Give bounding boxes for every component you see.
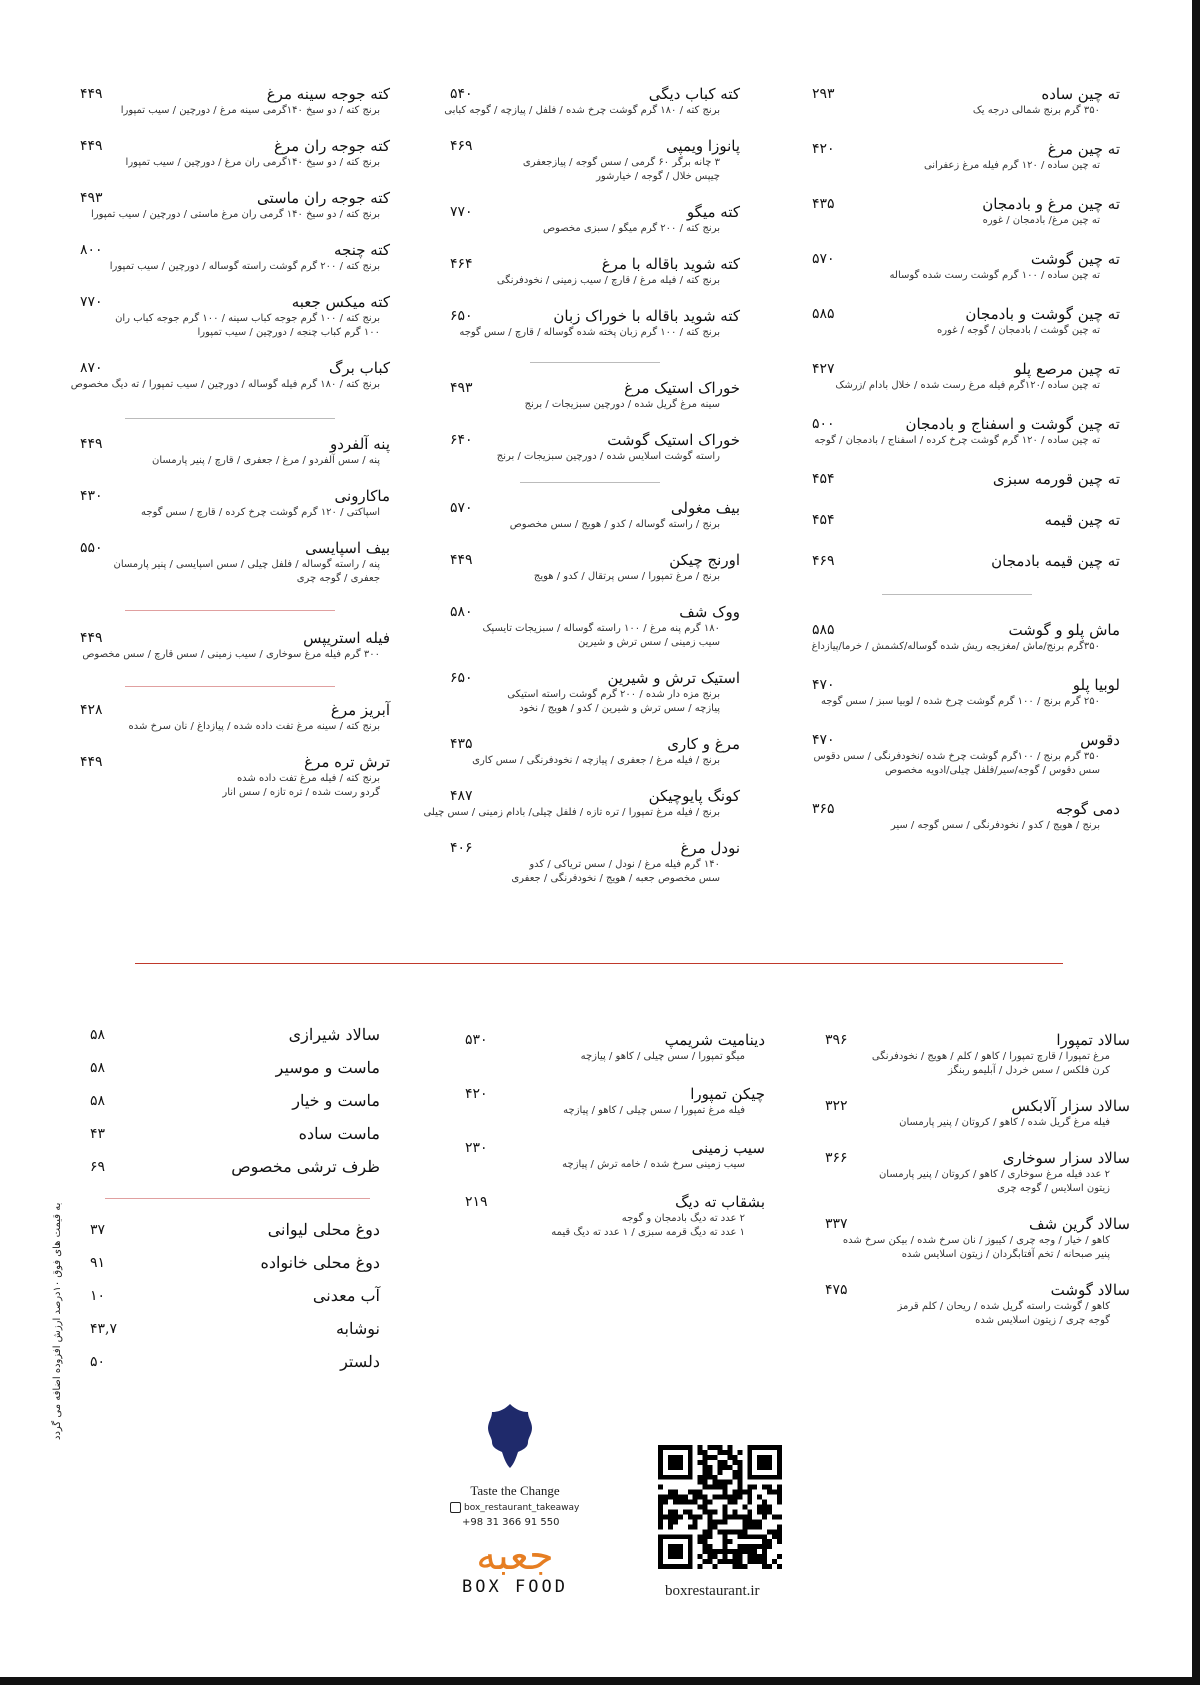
menu-item-name: لوبیا پلو [1072, 676, 1120, 694]
menu-item-description: ته چین ساده / ۱۲۰ گرم گوشت چرخ کرده / اسفناج / بادمجان / گوجه [814, 435, 1100, 446]
menu-item-description: ته چین گوشت / بادمجان / گوجه / غوره [936, 325, 1100, 336]
section-divider-line [135, 963, 1063, 964]
brand-name-persian: جعبه [476, 1533, 554, 1579]
menu-item-price: ۵۷۰ [450, 500, 473, 516]
menu-item-name: پنه آلفردو [329, 435, 390, 453]
menu-item [812, 469, 1120, 489]
menu-item [80, 188, 390, 222]
menu-item-description: گردو رست شده / تره تازه / سس انار [222, 787, 380, 798]
menu-item-description: ۱ عدد ته دیگ قرمه سبزی / ۱ عدد ته دیگ قیمه [551, 1227, 745, 1238]
menu-item-description: جعفری / گوجه چری [296, 573, 380, 584]
menu-item-description: برنج / هویج / کدو / نخودفرنگی / سس گوجه / سیر [890, 820, 1100, 831]
menu-item-price: ۴۴۹ [80, 754, 103, 770]
menu-item-name: ظرف ترشی مخصوص [231, 1157, 380, 1176]
menu-item-name: بشقاب ته دیگ [675, 1193, 765, 1211]
menu-item-description: برنج کته / دو سیخ ۱۴۰گرمی ران مرغ / دورچین / سیب تمپورا [125, 157, 380, 168]
phone-number[interactable]: +98 31 366 91 550 [462, 1517, 560, 1528]
menu-item-name: مرغ و کاری [667, 735, 740, 753]
menu-item-description: فیله مرغ تمپورا / سس چیلی / کاهو / پیازچه [563, 1105, 745, 1116]
menu-item-price: ۴۴۹ [80, 630, 103, 646]
menu-item-price: ۴۷۰ [812, 732, 835, 748]
column-appetizers [465, 1030, 765, 1260]
side-dish-item [90, 1124, 390, 1144]
menu-item-price: ۵۳۰ [465, 1032, 488, 1048]
menu-item-name: ترش تره مرغ [304, 753, 390, 771]
menu-item-name: سالاد گرین شف [1028, 1215, 1130, 1233]
menu-item-name: ته چین مرغ [1047, 140, 1120, 158]
menu-item-price: ۵۷۰ [812, 251, 835, 267]
menu-item-name: کباب برگ [328, 359, 390, 377]
menu-item-description: برنج کته / ۲۰۰ گرم گوشت راسته گوساله / دورچین / سیب تمپورا [109, 261, 380, 272]
menu-item-price: ۴۲۷ [812, 361, 835, 377]
menu-item-description: زیتون اسلایس / گوجه چری [997, 1183, 1110, 1194]
menu-item-description: سیب زمینی / سس ترش و شیرین [578, 637, 720, 648]
menu-item-description: پنیر صبحانه / تخم آفتابگردان / زیتون اسلایس شده [901, 1249, 1110, 1260]
menu-item-name: سالاد شیرازی [288, 1025, 380, 1044]
menu-item-description: ۳۰۰ گرم فیله مرغ سوخاری / سیب زمینی / سس قارچ / سس مخصوص [82, 649, 380, 660]
menu-item-name: بیف اسپایسی [305, 539, 390, 557]
menu-item-price: ۶۵۰ [450, 308, 473, 324]
menu-item-name: ماست و موسیر [275, 1058, 380, 1077]
menu-item-name: کته جوجه ران مرغ [273, 137, 390, 155]
column-tahchin [812, 84, 1120, 864]
menu-item [465, 1138, 765, 1172]
menu-item [812, 414, 1120, 448]
menu-item-price: ۴۷۰ [812, 677, 835, 693]
menu-item-price: ۶۹ [90, 1159, 106, 1175]
menu-item-name: ماش پلو و گوشت [1008, 621, 1120, 639]
menu-item-name: نودل مرغ [680, 839, 740, 857]
menu-item-name: آب معدنی [312, 1286, 380, 1305]
menu-item-name: سالاد گوشت [1050, 1281, 1130, 1299]
menu-item-price: ۵۸۵ [812, 622, 835, 638]
menu-item-price: ۴۴۹ [450, 552, 473, 568]
menu-item [812, 194, 1120, 228]
menu-item-description: سس مخصوص جعبه / هویج / نخودفرنگی / جعفری [511, 873, 720, 884]
menu-item-price: ۷۷۰ [450, 204, 473, 220]
menu-item-name: ته چین قورمه سبزی [992, 470, 1120, 488]
menu-item-name: ته چین مرصع پلو [1014, 360, 1120, 378]
website-link[interactable]: boxrestaurant.ir [665, 1583, 760, 1599]
menu-item-price: ۵۰ [90, 1354, 106, 1370]
qr-code-icon[interactable] [658, 1445, 782, 1569]
menu-item [444, 84, 740, 118]
menu-item-description: برنج کته / سینه مرغ تفت داده شده / پیازداغ / نان سرخ شده [128, 721, 380, 732]
menu-item [825, 1148, 1130, 1196]
menu-item-description: برنج کته / فیله مرغ / قارچ / سیب زمینی / نخودفرنگی [496, 275, 720, 286]
drink-item [90, 1220, 390, 1240]
menu-item-name: ته چین قیمه [1044, 511, 1120, 529]
menu-item [812, 551, 1120, 571]
menu-item-description: برنج کته / ۱۰۰ گرم زبان پخته شده گوساله / قارچ / سس گوجه [459, 327, 720, 338]
menu-item [450, 430, 740, 464]
menu-item [80, 240, 390, 274]
menu-item [450, 550, 740, 584]
menu-item-name: کته میکس جعبه [291, 293, 390, 311]
menu-item [80, 628, 390, 662]
menu-item [80, 434, 390, 468]
menu-item-price: ۴۵۴ [812, 471, 835, 487]
menu-item-description: ۱۰۰ گرم کباب چنجه / دورچین / سیب تمپورا [197, 327, 380, 338]
column-salads [825, 1030, 1130, 1370]
menu-item-description: برنج کته / ۱۸۰ گرم فیله گوساله / دورچین / سیب تمپورا / ته دیگ مخصوص [70, 379, 380, 390]
menu-item [812, 730, 1120, 778]
menu-item [812, 139, 1120, 173]
menu-item [450, 202, 740, 236]
menu-item [80, 84, 390, 118]
menu-item-description: کاهو / خیار / وجه چری / کیبوز / نان سرخ شده / بیکن سرخ شده [842, 1235, 1110, 1246]
menu-item [80, 486, 390, 520]
menu-item-price: ۹۱ [90, 1255, 106, 1271]
menu-item-price: ۴۳۵ [450, 736, 473, 752]
menu-item-name: ته چین گوشت [1030, 250, 1120, 268]
menu-item-price: ۳۶۶ [825, 1150, 848, 1166]
menu-item-name: کته شوید باقاله با خوراک زبان [553, 307, 740, 325]
menu-item-price: ۴۷۵ [825, 1282, 848, 1298]
menu-item [450, 306, 740, 340]
drink-item [90, 1286, 390, 1306]
menu-item-description: ته چین مرغ/ بادمجان / غوره [982, 215, 1100, 226]
menu-item-name: خوراک استیک مرغ [624, 379, 740, 397]
menu-item [80, 538, 390, 586]
menu-item-name: کته شوید باقاله با مرغ [601, 255, 740, 273]
menu-item-price: ۴۶۹ [450, 138, 473, 154]
menu-item-description: برنج کته / ۲۰۰ گرم میگو / سبزی مخصوص [543, 223, 720, 234]
menu-item-name: دوغ محلی خانواده [260, 1253, 380, 1272]
menu-item-description: برنج کته / فیله مرغ تفت داده شده [236, 773, 380, 784]
menu-item [450, 838, 740, 886]
menu-item [825, 1280, 1130, 1328]
menu-item [423, 786, 740, 820]
menu-item [812, 510, 1120, 530]
menu-item-price: ۴۳۵ [812, 196, 835, 212]
menu-item-price: ۴۹۳ [80, 190, 103, 206]
menu-item-price: ۲۳۰ [465, 1140, 488, 1156]
menu-item-price: ۴۴۹ [80, 436, 103, 452]
instagram-handle[interactable]: box_restaurant_takeaway [450, 1502, 579, 1513]
vat-note: به قیمت های فوق ۱۰درصد ارزش افزوده اضافه می گردد [52, 1202, 63, 1440]
menu-item-name: آبریز مرغ [330, 701, 390, 719]
menu-item-name: سالاد تمپورا [1056, 1031, 1130, 1049]
menu-item-price: ۴۰۶ [450, 840, 473, 856]
menu-item [812, 249, 1120, 283]
menu-item-name: اورنج چیکن [669, 551, 740, 569]
menu-item-description: میگو تمپورا / سس چیلی / کاهو / پیازچه [580, 1051, 745, 1062]
menu-item [70, 358, 390, 392]
menu-item-description: برنج / فیله مرغ تمپورا / تره تازه / فلفل چیلی/ بادام زمینی / سس چیلی [423, 807, 720, 818]
menu-item [450, 136, 740, 184]
menu-item-price: ۴۶۴ [450, 256, 473, 272]
menu-item-description: پنه / راسته گوساله / فلفل چیلی / سس اسپایسی / پنیر پارمسان [113, 559, 380, 570]
menu-item-price: ۷۷۰ [80, 294, 103, 310]
divider-line [882, 594, 1032, 595]
divider-line [105, 1198, 370, 1199]
menu-item [825, 1030, 1130, 1078]
menu-item-price: ۳۹۶ [825, 1032, 848, 1048]
menu-item-description: ۳۵۰ گرم برنج / ۱۰۰گرم گوشت چرخ شده /نخودفرنگی / سس دقوس [813, 751, 1100, 762]
menu-item-description: ته چین ساده / ۱۰۰ گرم گوشت رست شده گوساله [889, 270, 1100, 281]
menu-item-price: ۳۷ [90, 1222, 106, 1238]
menu-item-price: ۸۷۰ [80, 360, 103, 376]
menu-item-description: ۱۸۰ گرم پنه مرغ / ۱۰۰ راسته گوساله / سبزیجات تایسپک [482, 623, 720, 634]
menu-item-price: ۴۳۰ [80, 488, 103, 504]
menu-item-description: برنج کته / ۱۰۰ گرم جوجه کباب سینه / ۱۰۰ گرم جوجه کباب ران [115, 313, 380, 324]
menu-item-name: کته چنجه [333, 241, 390, 259]
menu-item [812, 675, 1120, 709]
side-dish-item [90, 1157, 390, 1177]
menu-item-name: دلستر [340, 1352, 380, 1371]
menu-item-description: برنج / راسته گوساله / کدو / هویج / سس مخصوص [509, 519, 720, 530]
column-sides-drinks [90, 1025, 390, 1385]
menu-item [80, 136, 390, 170]
menu-item-price: ۸۰۰ [80, 242, 103, 258]
menu-item-price: ۴۹۳ [450, 380, 473, 396]
box-food-logo [450, 1535, 580, 1597]
menu-item-description: فیله مرغ گریل شده / کاهو / کروتان / پنیر پارمسان [899, 1117, 1110, 1128]
drink-item [90, 1352, 390, 1372]
menu-item-description: سس دقوس / گوجه/سیر/فلفل چیلی/ادویه مخصوص [885, 765, 1100, 776]
menu-item-name: چیکن تمپورا [690, 1085, 765, 1103]
divider-line [125, 610, 335, 611]
menu-item-description: پیازچه / سس ترش و شیرین / کدو / هویج / نخود [519, 703, 720, 714]
menu-item-name: سالاد سزار سوخاری [1002, 1149, 1130, 1167]
menu-item-description: برنج کته / دو سیخ ۱۴۰گرمی سینه مرغ / دورچین / سیب تمپورا [120, 105, 380, 116]
menu-item [812, 304, 1120, 338]
menu-item [812, 620, 1120, 654]
menu-item [465, 1030, 765, 1064]
menu-item-name: نوشابه [335, 1319, 380, 1338]
menu-item [812, 84, 1120, 118]
menu-item-description: سیب زمینی سرخ شده / خامه ترش / پیازچه [562, 1159, 745, 1170]
menu-item-description: ۳۵۰گرم برنج/ماش /مغزیجه ریش شده گوساله/کشمش / خرما/پیازداغ [811, 641, 1100, 652]
divider-line [520, 482, 660, 483]
menu-item-price: ۳۲۲ [825, 1098, 848, 1114]
menu-item-price: ۴۴۹ [80, 138, 103, 154]
column-kabab-pasta [70, 84, 390, 924]
menu-item-price: ۳۶۵ [812, 801, 835, 817]
side-dish-item [90, 1091, 390, 1111]
menu-item-name: فیله استریپس [303, 629, 390, 647]
menu-item-price: ۴۳,۷ [90, 1321, 118, 1337]
column-kateh-asian [423, 84, 740, 924]
menu-item-price: ۴۲۸ [80, 702, 103, 718]
menu-item-description: کاهو / گوشت راسته گریل شده / ریحان / کلم قرمز [897, 1301, 1110, 1312]
menu-item-description: برنج / فیله مرغ / جعفری / پیازچه / نخودفرنگی / سس کاری [472, 755, 720, 766]
menu-item-name: کونگ پایوچیکن [648, 787, 740, 805]
menu-item-name: کته جوجه سینه مرغ [266, 85, 390, 103]
menu-item-description: ۳ چانه برگر ۶۰ گرمی / سس گوجه / پیازجعفری [522, 157, 720, 168]
menu-item [450, 378, 740, 412]
menu-item-price: ۵۴۰ [450, 86, 473, 102]
side-dish-item [90, 1058, 390, 1078]
brand-name-english: BOX FOOD [462, 1577, 568, 1597]
menu-item-name: ماکارونی [334, 487, 390, 505]
menu-item-price: ۶۵۰ [450, 670, 473, 686]
menu-item-name: دینامیت شریمپ [664, 1031, 765, 1049]
menu-item-description: برنج / مرغ تمپورا / سس پرتقال / کدو / هویج [533, 571, 720, 582]
menu-item-name: ماست ساده [298, 1124, 380, 1143]
menu-item [465, 1084, 765, 1118]
menu-item [825, 1214, 1130, 1262]
drink-item [90, 1253, 390, 1273]
drink-item [90, 1319, 390, 1339]
menu-item-price: ۲۹۳ [812, 86, 835, 102]
menu-item-name: ته چین گوشت و بادمجان [965, 305, 1120, 323]
menu-item-price: ۵۵۰ [80, 540, 103, 556]
menu-item-price: ۴۵۴ [812, 512, 835, 528]
menu-item-description: اسپاکتی / ۱۲۰ گرم گوشت چرخ کرده / قارچ / سس گوجه [141, 507, 380, 518]
menu-item-description: مرغ تمپورا / قارچ تمپورا / کاهو / کلم / هویج / نخودفرنگی [871, 1051, 1110, 1062]
logo-mark-icon [486, 1402, 534, 1470]
menu-item-description: پنه / سس آلفردو / مرغ / جعفری / قارچ / پنیر پارمسان [152, 455, 380, 466]
menu-item-price: ۵۸ [90, 1027, 106, 1043]
menu-item [465, 1192, 765, 1240]
menu-item-name: بیف مغولی [670, 499, 740, 517]
menu-item [450, 254, 740, 288]
instagram-icon [450, 1502, 461, 1513]
menu-item [80, 700, 390, 734]
menu-item-description: ته چین ساده / ۱۲۰ گرم فیله مرغ زعفرانی [923, 160, 1100, 171]
menu-item-name: ته چین گوشت و اسفناج و بادمجان [905, 415, 1120, 433]
menu-item [825, 1096, 1130, 1130]
menu-item-name: ته چین ساده [1041, 85, 1120, 103]
menu-item-price: ۱۰ [90, 1288, 106, 1304]
menu-item-price: ۴۲۰ [812, 141, 835, 157]
menu-item-price: ۴۶۹ [812, 553, 835, 569]
menu-item-name: ماست و خیار [292, 1091, 380, 1110]
menu-item-description: برنج کته / دو سیخ ۱۴۰ گرمی ران مرغ ماستی / دورچین / سیب تمپورا [91, 209, 380, 220]
menu-item-name: دقوس [1080, 731, 1120, 749]
menu-item-price: ۳۳۷ [825, 1216, 848, 1232]
menu-item [812, 359, 1120, 393]
menu-item [812, 799, 1120, 833]
menu-item-name: سالاد سزار آلابکس [1011, 1097, 1130, 1115]
menu-item-price: ۴۴۹ [80, 86, 103, 102]
menu-item-price: ۶۴۰ [450, 432, 473, 448]
menu-item-name: کته میگو [686, 203, 740, 221]
menu-item-name: دوغ محلی لیوانی [267, 1220, 380, 1239]
menu-item-price: ۲۱۹ [465, 1194, 488, 1210]
menu-item-name: ته چین قیمه بادمجان [991, 552, 1120, 570]
menu-item-name: استیک ترش و شیرین [607, 669, 740, 687]
menu-item-price: ۵۰۰ [812, 416, 835, 432]
menu-item-name: کته جوجه ران ماستی [257, 189, 390, 207]
menu-item-name: ووک شف [679, 603, 740, 621]
menu-item-description: گوجه چری / زیتون اسلایس شده [975, 1315, 1110, 1326]
menu-item-name: ته چین مرغ و بادمجان [982, 195, 1120, 213]
menu-item-description: برنج کته / ۱۸۰ گرم گوشت چرخ شده / فلفل / پیازچه / گوجه کبابی [444, 105, 720, 116]
menu-item-description: برنج مزه دار شده / ۲۰۰ گرم گوشت راسته استیکی [507, 689, 720, 700]
menu-item-description: چیپس خلال / گوجه / خیارشور [596, 171, 720, 182]
menu-item [450, 734, 740, 768]
divider-line [125, 418, 335, 419]
menu-item [450, 668, 740, 716]
menu-item-name: کته کباب دیگی [648, 85, 740, 103]
tagline: Taste the Change [470, 1483, 560, 1498]
menu-item-price: ۴۳ [90, 1126, 106, 1142]
menu-item-description: ۲ عدد فیله مرغ سوخاری / کاهو / کروتان / پنیر پارمسان [878, 1169, 1110, 1180]
divider-line [530, 362, 660, 363]
menu-item-description: ۳۵۰ گرم برنج شمالی درجه یک [972, 105, 1100, 116]
menu-item-price: ۵۸ [90, 1060, 106, 1076]
menu-item-name: سیب زمینی [691, 1139, 765, 1157]
menu-item [450, 602, 740, 650]
menu-item [450, 498, 740, 532]
menu-item-description: کرن فلکس / سس خردل / آبلیمو ربنگز [947, 1065, 1110, 1076]
menu-item-price: ۵۸۰ [450, 604, 473, 620]
menu-item-name: پانوزا ویمپی [666, 137, 740, 155]
menu-item-description: ته چین ساده /۱۲۰گرم فیله مرغ رست شده / خلال بادام /زرشک [835, 380, 1100, 391]
menu-item [80, 292, 390, 340]
menu-item-price: ۴۲۰ [465, 1086, 488, 1102]
menu-item-description: ۲ عدد ته دیگ بادمجان و گوجه [621, 1213, 745, 1224]
menu-item-price: ۵۸۵ [812, 306, 835, 322]
divider-line [125, 686, 335, 687]
menu-item-description: ۱۴۰ گرم فیله مرغ / نودل / سس تریاکی / کدو [529, 859, 720, 870]
menu-item-price: ۵۸ [90, 1093, 106, 1109]
menu-item-description: راسته گوشت اسلایس شده / دورچین سبزیجات / برنج [496, 451, 720, 462]
menu-item-description: سینه مرغ گریل شده / دورچین سبزیجات / برنج [524, 399, 720, 410]
menu-item-name: دمی گوجه [1055, 800, 1120, 818]
menu-item [80, 752, 390, 800]
side-dish-item [90, 1025, 390, 1045]
menu-item-price: ۴۸۷ [450, 788, 473, 804]
menu-item-name: خوراک استیک گوشت [607, 431, 740, 449]
menu-item-description: ۲۵۰ گرم برنج / ۱۰۰ گرم گوشت چرخ شده / لوبیا سبز / سس گوجه [820, 696, 1100, 707]
